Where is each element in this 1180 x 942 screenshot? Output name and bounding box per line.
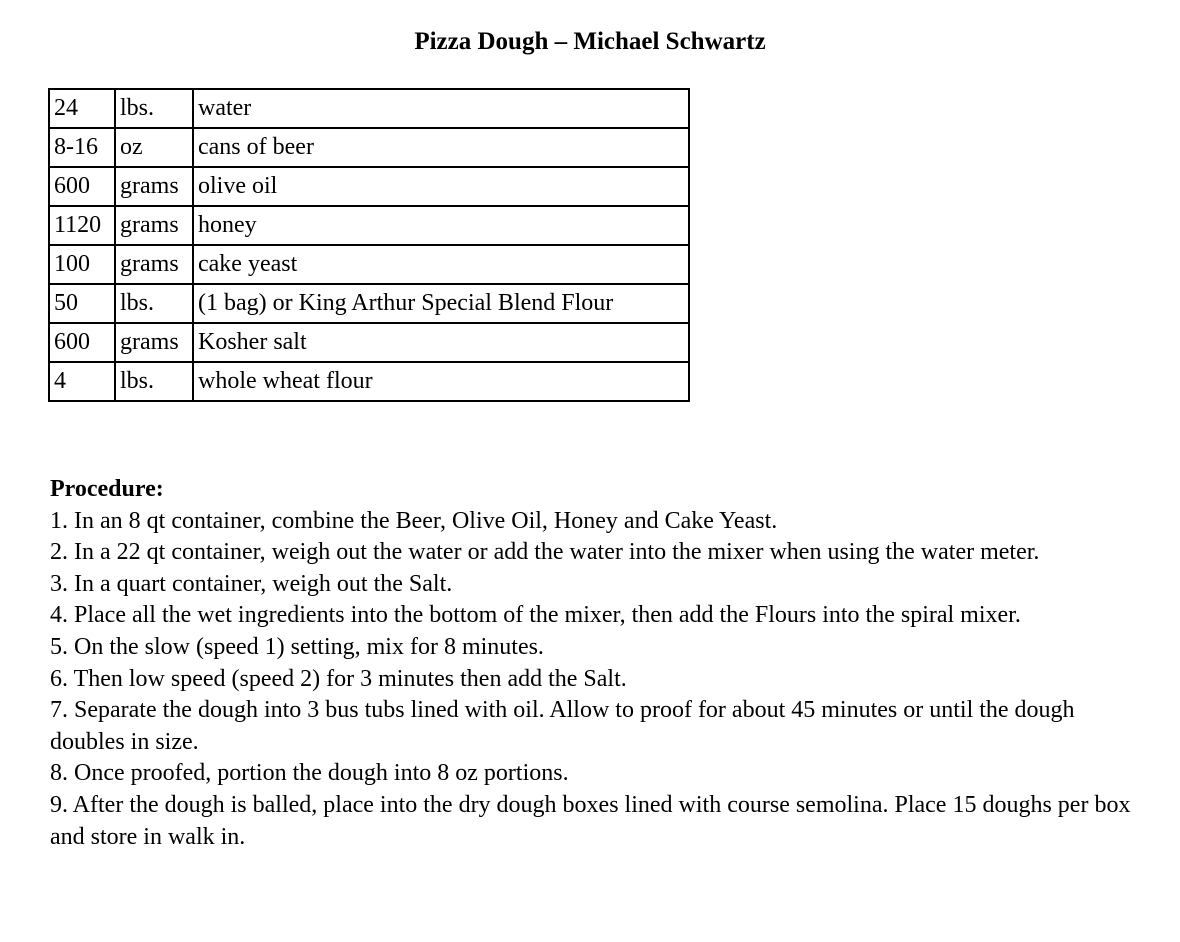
ingredients-table bbox=[48, 88, 690, 402]
procedure-step: 4. Place all the wet ingredients into the bottom of the mixer, then add the Flours into the spiral mixer. bbox=[50, 602, 1021, 629]
ingredient-name: (1 bag) or King Arthur Special Blend Flour bbox=[193, 284, 689, 323]
procedure-step: 2. In a 22 qt container, weigh out the water or add the water into the mixer when using the water meter. bbox=[50, 539, 1040, 566]
table-row bbox=[49, 362, 689, 401]
ingredient-quantity: 4 bbox=[49, 362, 115, 401]
table-row bbox=[49, 284, 689, 323]
procedure-step: 9. After the dough is balled, place into the dry dough boxes lined with course semolina. Place 15 doughs per box and store in walk in. bbox=[50, 791, 1131, 850]
procedure-section bbox=[50, 474, 1150, 853]
table-row bbox=[49, 167, 689, 206]
table-row bbox=[49, 206, 689, 245]
ingredient-unit: lbs. bbox=[115, 362, 193, 401]
procedure-step: 7. Separate the dough into 3 bus tubs lined with oil. Allow to proof for about 45 minutes or until the dough doubles in size. bbox=[50, 697, 1075, 755]
ingredient-unit: grams bbox=[115, 245, 193, 284]
ingredient-name: olive oil bbox=[193, 167, 689, 206]
ingredient-unit: grams bbox=[115, 167, 193, 206]
procedure-step: 3. In a quart container, weigh out the Salt. bbox=[50, 570, 453, 597]
ingredient-unit: lbs. bbox=[115, 89, 193, 128]
ingredient-name: honey bbox=[193, 206, 689, 245]
ingredient-name: Kosher salt bbox=[193, 323, 689, 362]
procedure-step: 5. On the slow (speed 1) setting, mix for 8 minutes. bbox=[50, 633, 544, 660]
ingredient-name: whole wheat flour bbox=[193, 362, 689, 401]
ingredient-quantity: 8-16 bbox=[49, 128, 115, 167]
procedure-steps bbox=[50, 506, 1150, 854]
procedure-step: 1. In an 8 qt container, combine the Beer, Olive Oil, Honey and Cake Yeast. bbox=[50, 507, 778, 534]
table-row bbox=[49, 89, 689, 128]
table-row bbox=[49, 323, 689, 362]
ingredient-name: water bbox=[193, 89, 689, 128]
ingredient-unit: grams bbox=[115, 206, 193, 245]
procedure-step: 6. Then low speed (speed 2) for 3 minutes then add the Salt. bbox=[50, 665, 627, 692]
ingredient-quantity: 600 bbox=[49, 323, 115, 362]
ingredient-unit: grams bbox=[115, 323, 193, 362]
ingredient-quantity: 50 bbox=[49, 284, 115, 323]
document-title: Pizza Dough – Michael Schwartz bbox=[414, 28, 766, 55]
ingredient-quantity: 600 bbox=[49, 167, 115, 206]
ingredient-name: cake yeast bbox=[193, 245, 689, 284]
table-row bbox=[49, 245, 689, 284]
ingredient-quantity: 24 bbox=[49, 89, 115, 128]
ingredient-quantity: 100 bbox=[49, 245, 115, 284]
procedure-step: 8. Once proofed, portion the dough into 8 oz portions. bbox=[50, 760, 569, 787]
table-row bbox=[49, 128, 689, 167]
procedure-heading: Procedure: bbox=[50, 476, 164, 502]
ingredient-unit: oz bbox=[115, 128, 193, 167]
ingredient-name: cans of beer bbox=[193, 128, 689, 167]
ingredient-quantity: 1120 bbox=[49, 206, 115, 245]
ingredient-unit: lbs. bbox=[115, 284, 193, 323]
